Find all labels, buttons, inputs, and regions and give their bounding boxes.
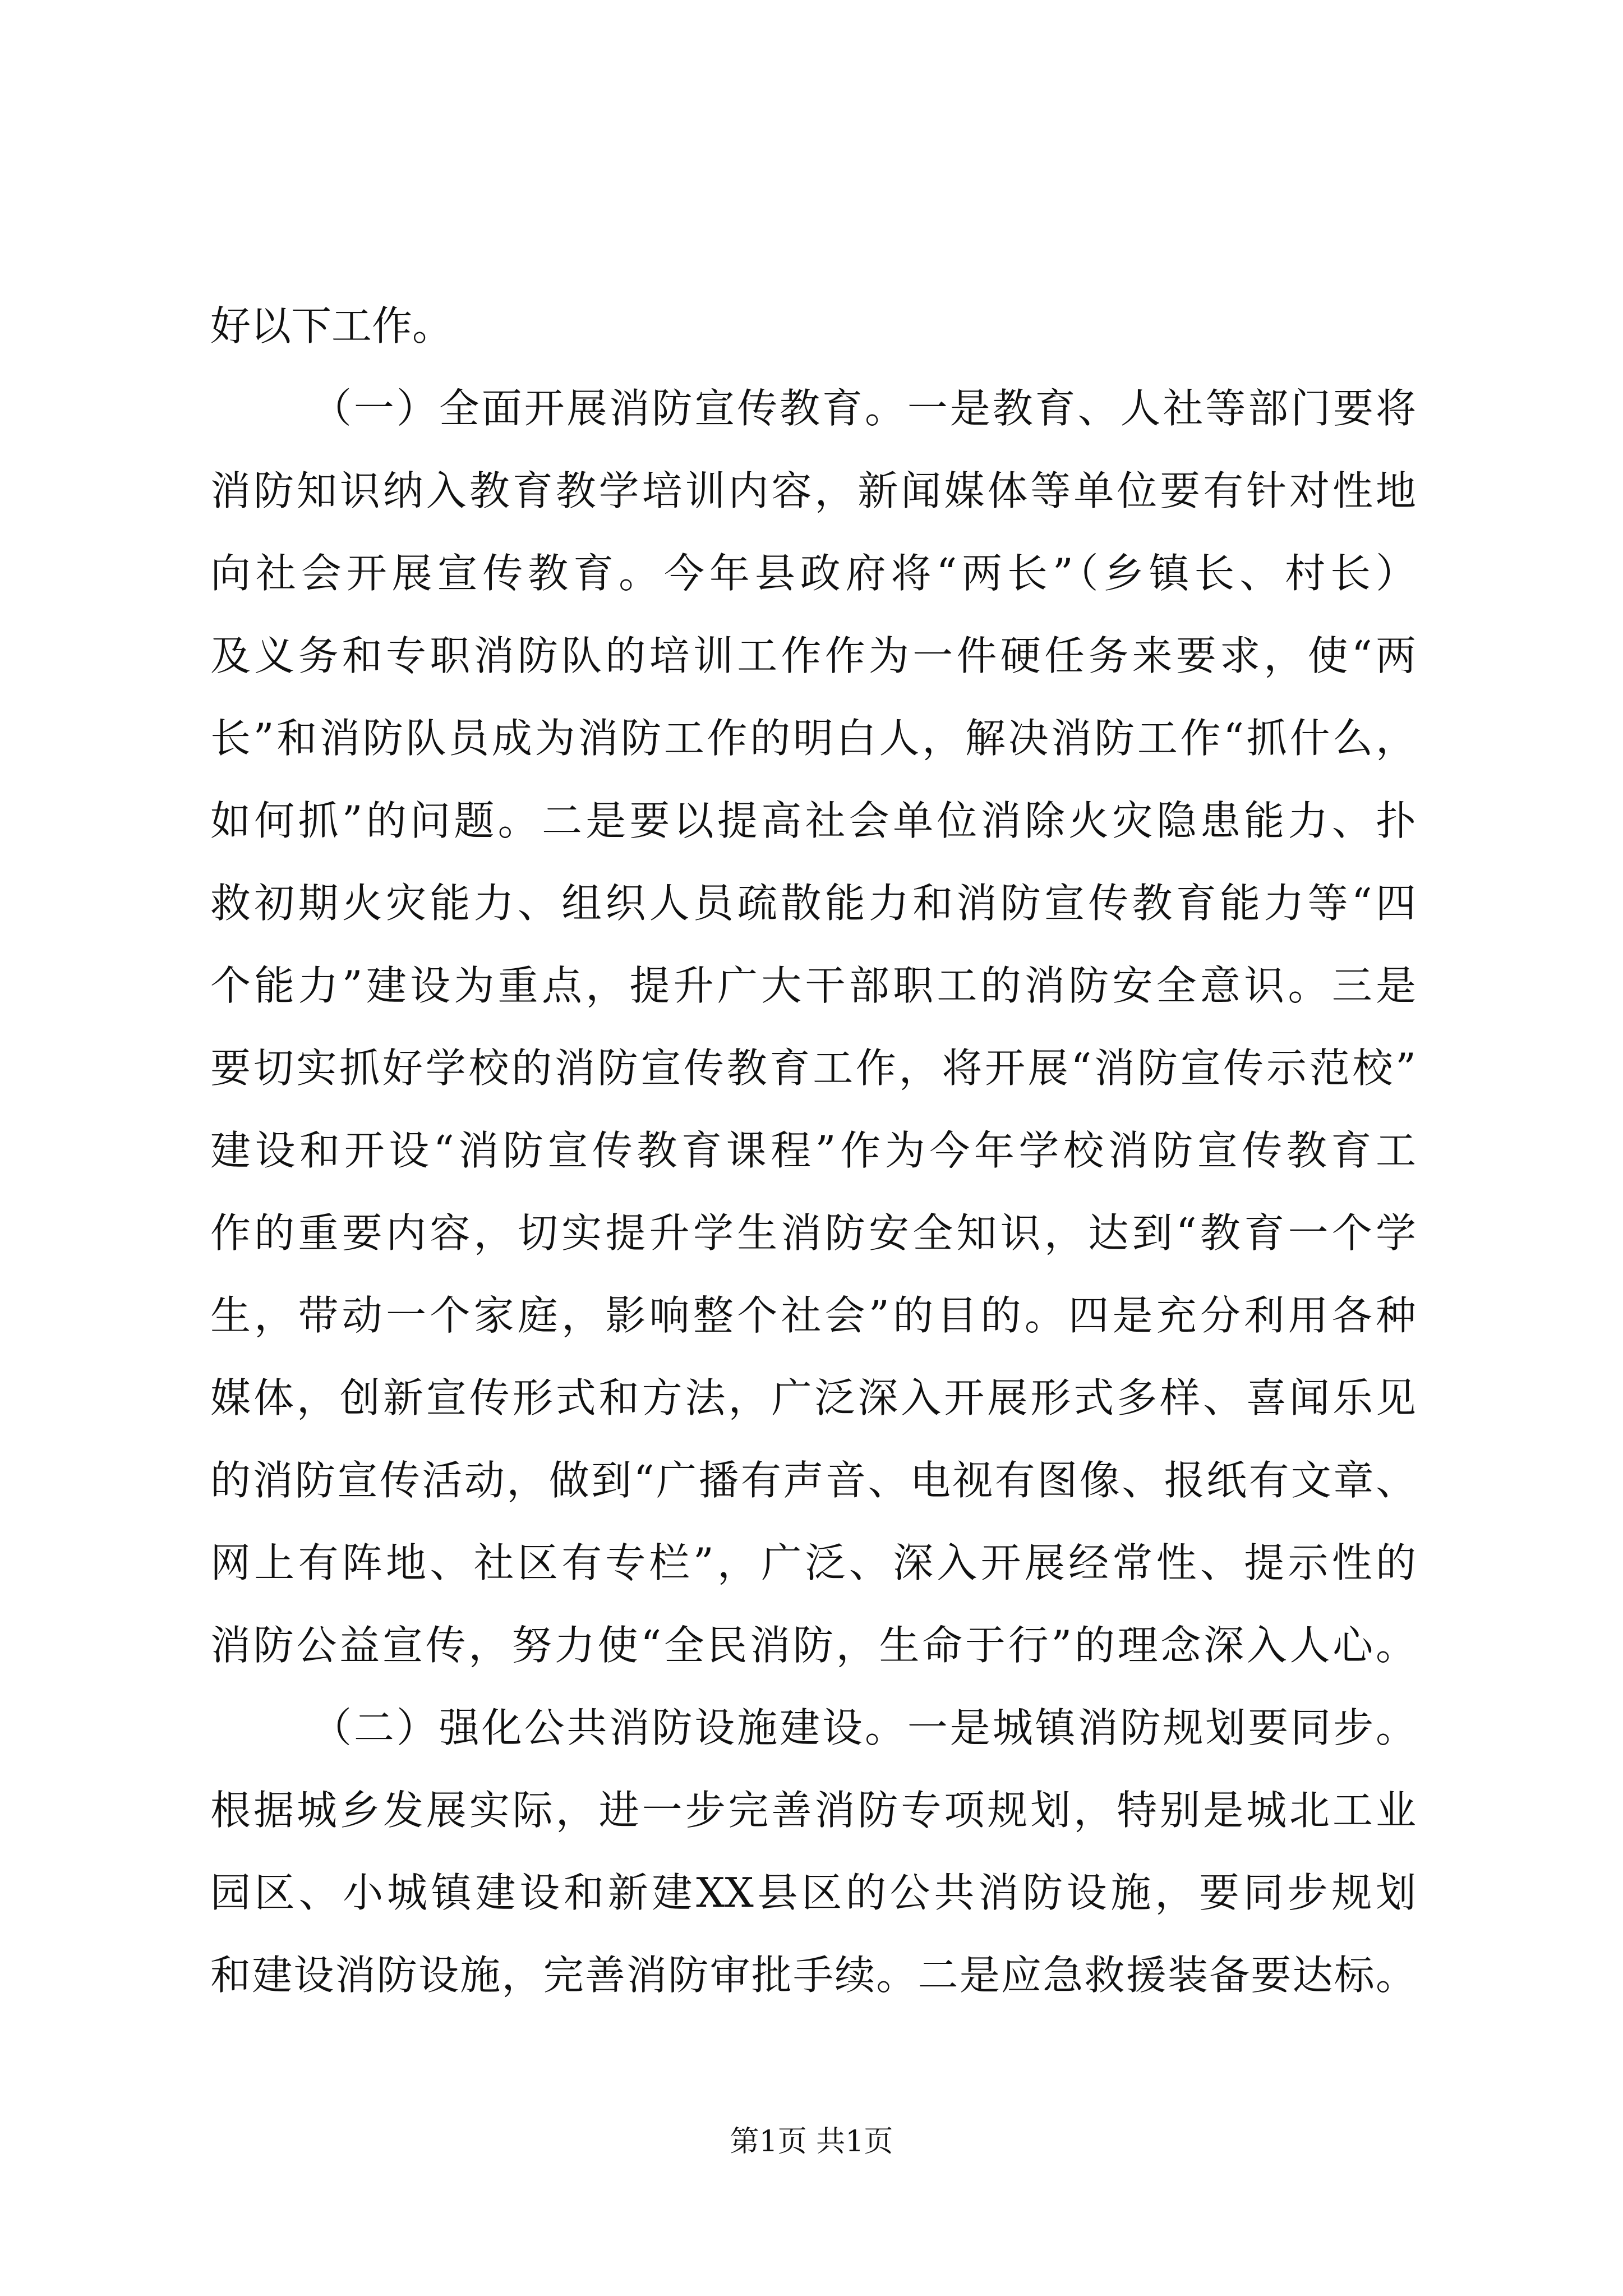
document-body [210,285,1416,2017]
text-line: 网上有阵地、社区有专栏”，广泛、深入开展经常性、提示性的 [210,1539,1416,1586]
text-line: （一）全面开展消防宣传教育。一是教育、人社等部门要将 [311,385,1416,432]
text-line: 根据城乡发展实际，进一步完善消防专项规划，特别是城北工业 [210,1787,1416,1834]
text-line: 和建设消防设施，完善消防审批手续。二是应急救援装备要达标。 [210,1952,1416,1999]
text-line: 及义务和专职消防队的培训工作作为一件硬任务来要求，使“两 [210,632,1416,679]
text-line: 消防公益宣传，努力使“全民消防，生命于行”的理念深入人心。 [210,1622,1416,1669]
text-line: 消防知识纳入教育教学培训内容，新闻媒体等单位要有针对性地 [210,467,1416,514]
text-line: 的消防宣传活动，做到“广播有声音、电视有图像、报纸有文章、 [210,1457,1416,1504]
text-line: 生，带动一个家庭，影响整个社会”的目的。四是充分利用各种 [210,1292,1416,1339]
text-line: 如何抓”的问题。二是要以提高社会单位消除火灾隐患能力、扑 [210,797,1416,844]
text-line: 要切实抓好学校的消防宣传教育工作，将开展“消防宣传示范校” [210,1045,1416,1092]
text-line: 园区、小城镇建设和新建XX县区的公共消防设施，要同步规划 [210,1869,1416,1916]
text-line: 好以下工作。 [210,302,453,349]
text-line: 作的重要内容，切实提升学生消防安全知识，达到“教育一个学 [210,1209,1416,1257]
text-line: 向社会开展宣传教育。今年县政府将“两长”（乡镇长、村长） [210,550,1416,597]
text-line: 媒体，创新宣传形式和方法，广泛深入开展形式多样、喜闻乐见 [210,1374,1416,1421]
text-line: 个能力”建设为重点，提升广大干部职工的消防安全意识。三是 [210,962,1416,1009]
text-line: （二）强化公共消防设施建设。一是城镇消防规划要同步。 [311,1704,1416,1751]
text-line: 长”和消防队员成为消防工作的明白人，解决消防工作“抓什么， [210,715,1416,762]
text-line: 救初期火灾能力、组织人员疏散能力和消防宣传教育能力等“四 [210,880,1416,927]
text-line: 建设和开设“消防宣传教育课程”作为今年学校消防宣传教育工 [210,1127,1416,1174]
page-number-footer: 第1页 共1页 [730,2125,893,2159]
